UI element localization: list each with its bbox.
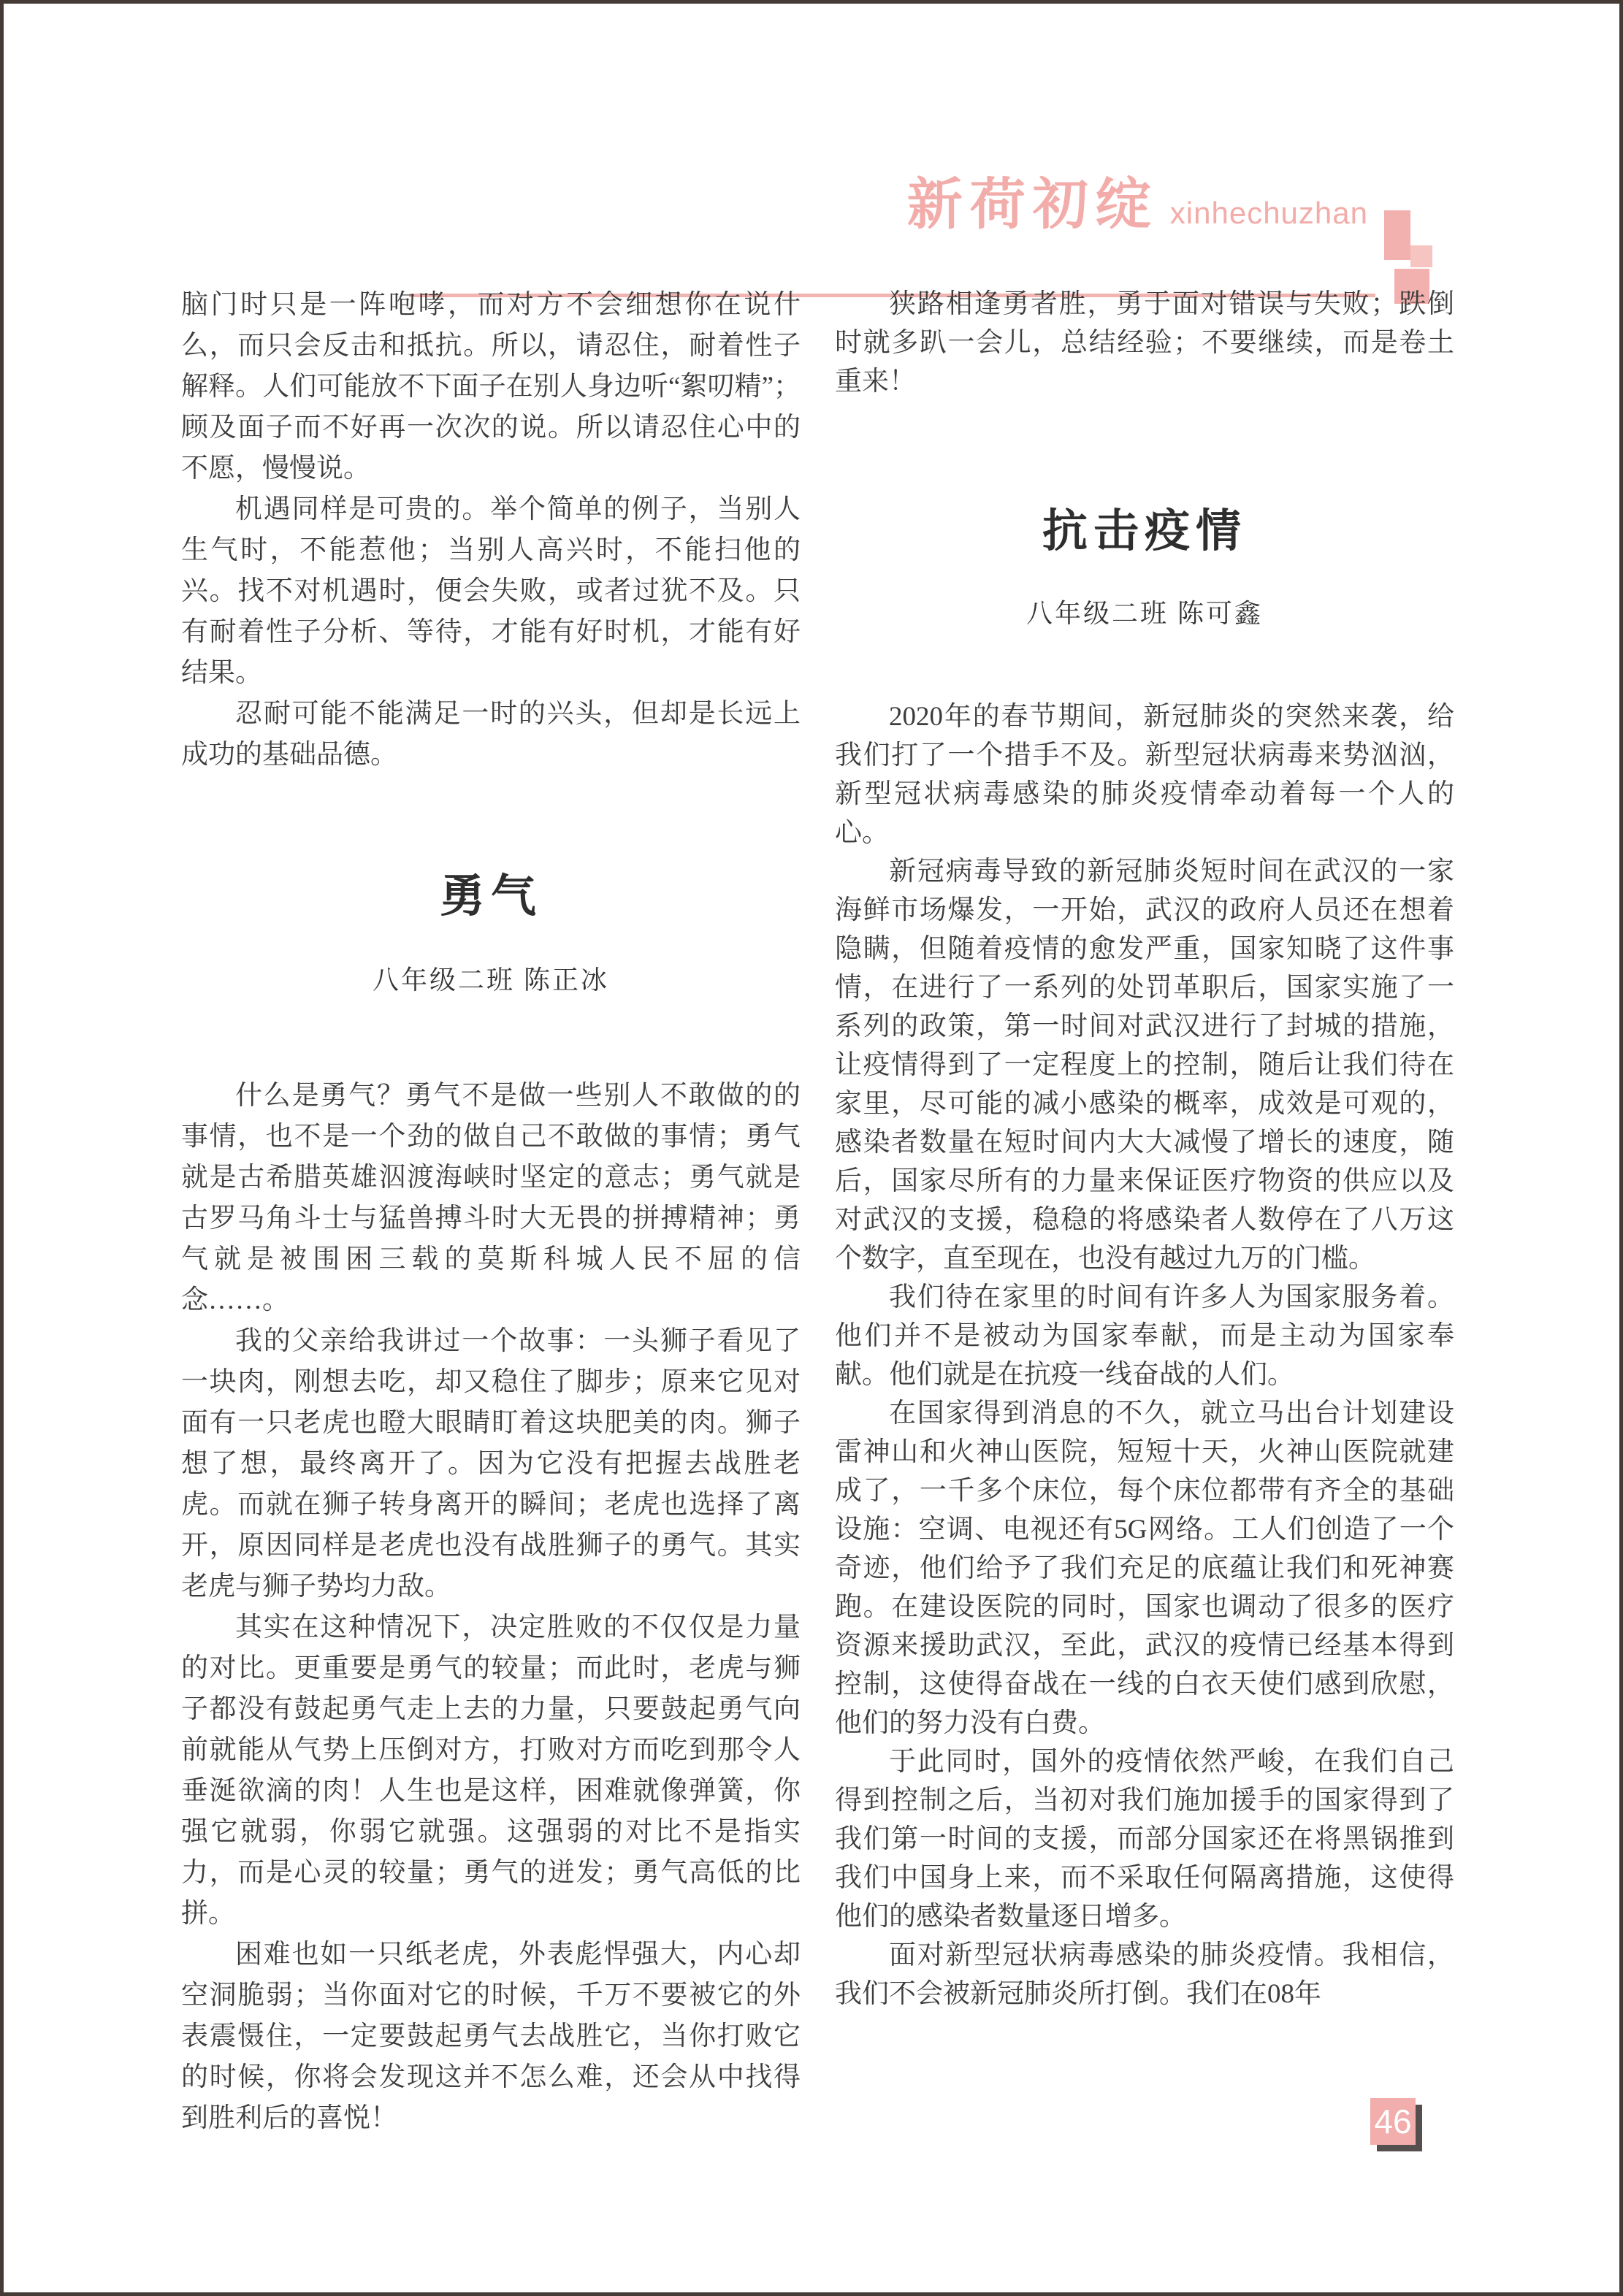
paragraph: 新冠病毒导致的新冠肺炎短时间在武汉的一家海鲜市场爆发，一开始，武汉的政府人员还在想着隐瞒，但随着疫情的愈发严重，国家知晓了这件事情，在进行了一系列的处罚革职后，国家实施了一系列的政策，第一时间对武汉进行了封城的措施，让疫情得到了一定程度上的控制，随后让我们待在家里，尽可能的减小感染的概率，成效是可观的，感染者数量在短时间内大大减慢了增长的速度，随后，国家尽所有的力量来保证医疗物资的供应以及对武汉的支援，稳稳的将感染者人数停在了八万这个数字，直至现在，也没有越过九万的门槛。 — [835, 857, 1454, 1274]
paragraph: 2020年的春节期间，新冠肺炎的突然来袭，给我们打了一个措手不及。新型冠状病毒来势汹汹，新型冠状病毒感染的肺炎疫情牵动着每一个人的心。 — [835, 702, 1454, 848]
paragraph: 于此同时，国外的疫情依然严峻，在我们自己得到控制之后，当初对我们施加援手的国家得到了我们第一时间的支援，而部分国家还在将黑锅推到我们中国身上来，而不采取任何隔离措施，这使得他们的感染者数量逐日增多。 — [835, 1747, 1454, 1932]
paragraph: 面对新型冠状病毒感染的肺炎疫情。我相信，我们不会被新冠肺炎所打倒。我们在08年 — [835, 1940, 1454, 2009]
journal-title: 新荷初绽 — [906, 175, 1158, 236]
paragraph-continuation: 脑门时只是一阵咆哮，而对方不会细想你在说什么，而只会反击和抵抗。所以，请忍住，耐着性子解释。人们可能放不下面子在别人身边听“絮叨精”；顾及面子而不好再一次次的说。所以请忍住心中的不愿，慢慢说。 — [181, 290, 801, 483]
paragraph: 忍耐可能不能满足一时的兴头，但却是长远上成功的基础品德。 — [181, 699, 801, 770]
journal-title-pinyin: xinhechuzhan — [1169, 196, 1368, 230]
pixel-square-1 — [1384, 210, 1410, 260]
left-column — [181, 285, 801, 2139]
paragraph: 困难也如一只纸老虎，外表彪悍强大，内心却空洞脆弱；当你面对它的时候，千万不要被它的外表震慑住，一定要鼓起勇气去战胜它，当你打败它的时候，你将会发现这并不怎么难，还会从中找得到胜利后的喜悦！ — [181, 1940, 801, 2133]
paragraph: 什么是勇气？勇气不是做一些别人不敢做的的事情，也不是一个劲的做自己不敢做的事情；勇气就是古希腊英雄泅渡海峡时坚定的意志；勇气就是古罗马角斗士与猛兽搏斗时大无畏的拼搏精神；勇气就是被围困三载的莫斯科城人民不屈的信念……。 — [181, 1081, 801, 1315]
article-author-epidemic: 八年级二班 陈可鑫 — [1026, 599, 1263, 628]
paragraph: 我的父亲给我讲过一个故事：一头狮子看见了一块肉，刚想去吃，却又稳住了脚步；原来它见对面有一只老虎也瞪大眼睛盯着这块肥美的肉。狮子想了想，最终离开了。因为它没有把握去战胜老虎。而就在狮子转身离开的瞬间；老虎也选择了离开，原因同样是老虎也没有战胜狮子的勇气。其实老虎与狮子势均力敌。 — [181, 1326, 801, 1602]
page-number-badge: 46 — [1370, 2098, 1416, 2145]
paragraph: 其实在这种情况下，决定胜败的不仅仅是力量的对比。更重要是勇气的较量；而此时，老虎与狮子都没有鼓起勇气走上去的力量，只要鼓起勇气向前就能从气势上压倒对方，打败对方而吃到那令人垂涎欲滴的肉！人生也是这样，困难就像弹簧，你强它就弱，你弱它就强。这强弱的对比不是指实力，而是心灵的较量；勇气的迸发；勇气高低的比拼。 — [181, 1612, 801, 1929]
paragraph: 狭路相逢勇者胜，勇于面对错误与失败；跌倒时就多趴一会儿，总结经验；不要继续，而是卷土重来！ — [835, 289, 1454, 397]
journal-header — [906, 175, 1368, 236]
article-title-courage: 勇气 — [439, 872, 542, 922]
article-author-courage: 八年级二班 陈正冰 — [372, 965, 609, 995]
paragraph: 我们待在家里的时间有许多人为国家服务着。他们并不是被动为国家奉献，而是主动为国家奉献。他们就是在抗疫一线奋战的人们。 — [835, 1282, 1454, 1390]
paragraph: 机遇同样是可贵的。举个简单的例子，当别人生气时，不能惹他；当别人高兴时，不能扫他的兴。找不对机遇时，便会失败，或者过犹不及。只有耐着性子分析、等待，才能有好时机，才能有好结果。 — [181, 494, 801, 688]
pixel-square-2 — [1410, 245, 1432, 267]
right-column — [835, 285, 1454, 2013]
paragraph: 在国家得到消息的不久，就立马出台计划建设雷神山和火神山医院，短短十天，火神山医院就建成了，一千多个床位，每个床位都带有齐全的基础设施：空调、电视还有5G网络。工人们创造了一个奇迹，他们给予了我们充足的底蕴让我们和死神赛跑。在建设医院的同时，国家也调动了很多的医疗资源来援助武汉，至此，武汉的疫情已经基本得到控制，这使得奋战在一线的白衣天使们感到欣慰，他们的努力没有白费。 — [835, 1398, 1454, 1738]
article-title-epidemic: 抗击疫情 — [1042, 507, 1247, 556]
